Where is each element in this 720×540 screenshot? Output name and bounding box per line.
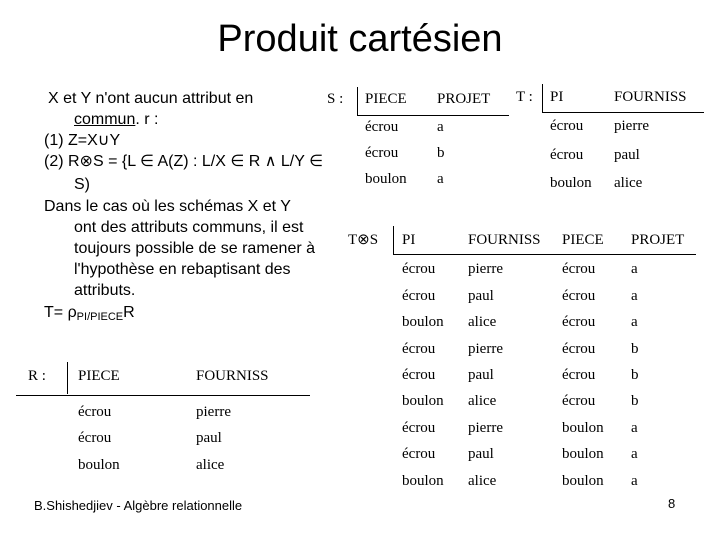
text-line: l'hypothèse en rebaptisant des xyxy=(74,261,291,278)
table-cell: paul xyxy=(468,367,494,383)
table-cell: pierre xyxy=(468,261,503,277)
footer-author: B.Shishedjiev - Algèbre relationnelle xyxy=(34,498,243,513)
table-cell: écrou xyxy=(550,147,584,163)
table-cell: boulon xyxy=(365,171,407,187)
table-label: T : xyxy=(516,89,533,105)
table-cell: écrou xyxy=(402,446,436,462)
table-cell: écrou xyxy=(562,314,596,330)
table-divider xyxy=(393,254,696,255)
table-cell: a xyxy=(631,420,638,436)
table-cell: b xyxy=(437,145,445,161)
table-cell: alice xyxy=(196,457,225,473)
table-label: S : xyxy=(327,91,344,107)
page-title: Produit cartésien xyxy=(217,18,503,60)
text-fragment: . r : xyxy=(135,111,159,128)
table-divider xyxy=(67,362,68,394)
table-divider xyxy=(393,226,394,254)
table-cell: écrou xyxy=(562,341,596,357)
table-cell: pierre xyxy=(196,404,231,420)
table-divider xyxy=(16,395,310,396)
table-cell: paul xyxy=(614,147,640,163)
table-cell: alice xyxy=(468,314,497,330)
table-cell: b xyxy=(631,367,639,383)
table-cell: boulon xyxy=(562,446,604,462)
text-line: toujours possible de se ramener à xyxy=(74,240,316,257)
text-fragment: commun xyxy=(74,111,136,128)
table-cell: écrou xyxy=(402,341,436,357)
table-label: T⊗S xyxy=(348,232,379,248)
table-header: FOURNISS xyxy=(468,232,541,248)
table-cell: écrou xyxy=(562,367,596,383)
table-cell: b xyxy=(631,341,639,357)
table-header: PI xyxy=(550,89,564,105)
table-cell: a xyxy=(631,261,638,277)
text-line: S) xyxy=(74,176,90,193)
table-cell: écrou xyxy=(402,420,436,436)
text-line: X et Y n'ont aucun attribut en xyxy=(48,90,254,107)
table-header: FOURNISS xyxy=(196,368,269,384)
table-divider xyxy=(357,87,358,115)
table-cell: écrou xyxy=(365,145,399,161)
page-number: 8 xyxy=(668,496,676,511)
table-cell: écrou xyxy=(402,367,436,383)
table-cell: a xyxy=(631,473,638,489)
table-cell: paul xyxy=(468,288,494,304)
table-cell: boulon xyxy=(402,393,444,409)
table-divider xyxy=(357,115,509,116)
table-cell: boulon xyxy=(562,473,604,489)
table-cell: écrou xyxy=(562,288,596,304)
text-line: (2) R⊗S = {L ∈ A(Z) : L/X ∈ R ∧ L/Y ∈ xyxy=(44,153,324,170)
table-cell: paul xyxy=(468,446,494,462)
table-cell: écrou xyxy=(402,261,436,277)
table-divider xyxy=(542,84,543,112)
table-cell: paul xyxy=(196,430,222,446)
table-cell: boulon xyxy=(78,457,120,473)
table-cell: boulon xyxy=(550,175,592,191)
text-line: (1) Z=X∪Y xyxy=(44,132,121,149)
table-cell: boulon xyxy=(562,420,604,436)
text-line xyxy=(74,109,158,130)
table-cell: écrou xyxy=(562,393,596,409)
table-cell: écrou xyxy=(78,430,112,446)
table-cell: a xyxy=(437,119,444,135)
table-cell: alice xyxy=(468,393,497,409)
table-cell: a xyxy=(631,288,638,304)
text-fragment: T= ρ xyxy=(44,304,77,321)
table-header: PROJET xyxy=(437,91,491,107)
table-label: R : xyxy=(28,368,46,384)
formula-line xyxy=(44,302,135,328)
text-line: attributs. xyxy=(74,282,136,299)
table-header: PI xyxy=(402,232,416,248)
table-cell: a xyxy=(631,446,638,462)
table-cell: boulon xyxy=(402,473,444,489)
table-header: PROJET xyxy=(631,232,685,248)
table-cell: pierre xyxy=(468,341,503,357)
table-divider xyxy=(542,112,704,113)
table-cell: pierre xyxy=(614,118,649,134)
table-cell: b xyxy=(631,393,639,409)
table-cell: a xyxy=(437,171,444,187)
table-header: PIECE xyxy=(365,91,407,107)
table-cell: écrou xyxy=(550,118,584,134)
subscript: PI/PIECE xyxy=(76,311,124,323)
table-header: FOURNISS xyxy=(614,89,687,105)
text-fragment: R xyxy=(123,304,135,321)
table-cell: écrou xyxy=(402,288,436,304)
table-cell: écrou xyxy=(562,261,596,277)
table-cell: écrou xyxy=(78,404,112,420)
table-header: PIECE xyxy=(78,368,120,384)
table-cell: alice xyxy=(468,473,497,489)
text-line: Dans le cas où les schémas X et Y xyxy=(44,198,291,215)
table-cell: écrou xyxy=(365,119,399,135)
table-header: PIECE xyxy=(562,232,604,248)
table-cell: a xyxy=(631,314,638,330)
table-cell: alice xyxy=(614,175,643,191)
table-cell: boulon xyxy=(402,314,444,330)
table-cell: pierre xyxy=(468,420,503,436)
text-line: ont des attributs communs, il est xyxy=(74,219,304,236)
